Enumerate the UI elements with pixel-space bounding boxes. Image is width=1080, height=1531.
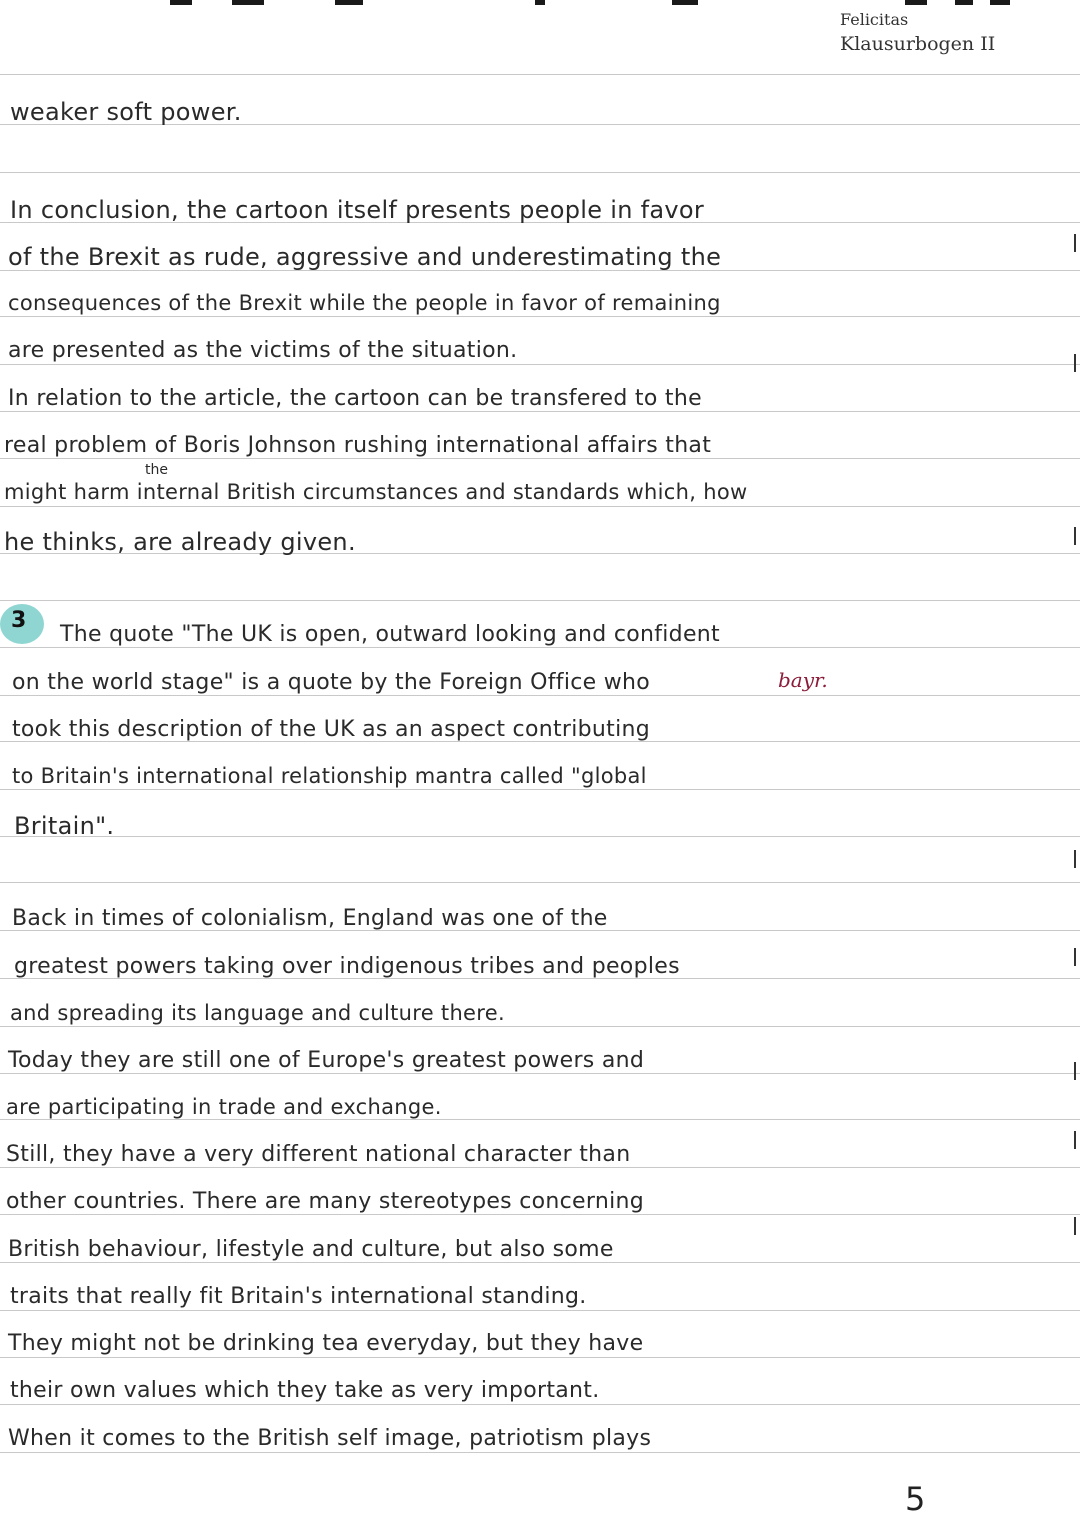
text-line: he thinks, are already given. bbox=[4, 528, 356, 556]
top-edge-mark bbox=[672, 0, 698, 5]
top-edge-mark bbox=[905, 0, 927, 5]
margin-tick bbox=[1074, 234, 1076, 252]
top-edge-mark bbox=[955, 0, 973, 5]
ruled-line bbox=[0, 647, 1080, 648]
text-line: Today they are still one of Europe's greatest powers and bbox=[8, 1048, 645, 1073]
text-line: are presented as the victims of the situation. bbox=[8, 338, 518, 363]
top-edge-mark bbox=[535, 0, 545, 5]
ruled-line bbox=[0, 789, 1080, 790]
margin-tick bbox=[1074, 1131, 1076, 1149]
text-line: on the world stage" is a quote by the Foreign Office who bbox=[12, 670, 651, 695]
text-line: traits that really fit Britain's international standing. bbox=[10, 1284, 587, 1309]
text-line: When it comes to the British self image, patriotism plays bbox=[8, 1426, 652, 1451]
text-line: Still, they have a very different national character than bbox=[6, 1142, 631, 1167]
ruled-line bbox=[0, 1357, 1080, 1358]
header-name: Felicitas bbox=[840, 10, 909, 29]
ruled-line bbox=[0, 1310, 1080, 1311]
margin-tick bbox=[1074, 527, 1076, 545]
text-line: took this description of the UK as an aspect contributing bbox=[12, 717, 650, 742]
text-line: They might not be drinking tea everyday, but they have bbox=[8, 1331, 644, 1356]
margin-tick bbox=[1074, 850, 1076, 868]
ruled-line bbox=[0, 836, 1080, 837]
ruled-line bbox=[0, 695, 1080, 696]
margin-tick bbox=[1074, 1062, 1076, 1080]
text-line: other countries. There are many stereotypes concerning bbox=[6, 1189, 644, 1214]
ruled-line bbox=[0, 882, 1080, 883]
text-line: Britain". bbox=[14, 812, 115, 840]
text-line: weaker soft power. bbox=[10, 98, 242, 126]
ruled-line bbox=[0, 1404, 1080, 1405]
text-line: In conclusion, the cartoon itself presents people in favor bbox=[10, 196, 705, 224]
text-line: to Britain's international relationship mantra called "global bbox=[12, 764, 647, 788]
top-edge-mark bbox=[990, 0, 1010, 5]
ruled-line bbox=[0, 1167, 1080, 1168]
ruled-line bbox=[0, 364, 1080, 365]
text-line: and spreading its language and culture there. bbox=[10, 1001, 505, 1025]
text-line: consequences of the Brexit while the people in favor of remaining bbox=[8, 291, 721, 315]
ruled-line bbox=[0, 1073, 1080, 1074]
text-line: might harm internal British circumstances and standards which, how bbox=[4, 480, 748, 504]
text-line: are participating in trade and exchange. bbox=[6, 1095, 442, 1119]
margin-note: bayr. bbox=[778, 668, 828, 692]
ruled-line bbox=[0, 458, 1080, 459]
text-line: greatest powers taking over indigenous tribes and peoples bbox=[14, 954, 680, 979]
text-line: In relation to the article, the cartoon can be transfered to the bbox=[8, 386, 702, 411]
text-line: real problem of Boris Johnson rushing international affairs that bbox=[4, 433, 712, 458]
ruled-line bbox=[0, 1262, 1080, 1263]
top-edge-mark bbox=[232, 0, 264, 5]
top-edge-mark bbox=[335, 0, 363, 5]
text-line: British behaviour, lifestyle and culture, but also some bbox=[8, 1237, 614, 1262]
section-number: 3 bbox=[11, 608, 27, 633]
ruled-line bbox=[0, 316, 1080, 317]
ruled-line bbox=[0, 1214, 1080, 1215]
insertion-note: the bbox=[145, 462, 168, 478]
ruled-line bbox=[0, 1119, 1080, 1120]
top-edge-mark bbox=[170, 0, 192, 5]
ruled-line bbox=[0, 1452, 1080, 1453]
ruled-line bbox=[0, 506, 1080, 507]
margin-tick bbox=[1074, 354, 1076, 372]
ruled-line bbox=[0, 74, 1080, 75]
text-line: Back in times of colonialism, England was one of the bbox=[12, 906, 608, 931]
margin-tick bbox=[1074, 948, 1076, 966]
ruled-line bbox=[0, 172, 1080, 173]
page-header bbox=[840, 8, 995, 56]
section-number-marker bbox=[0, 604, 44, 644]
margin-tick bbox=[1074, 1217, 1076, 1235]
text-line: their own values which they take as very important. bbox=[10, 1378, 600, 1403]
ruled-line bbox=[0, 600, 1080, 601]
ruled-line bbox=[0, 1026, 1080, 1027]
ruled-line bbox=[0, 411, 1080, 412]
header-label: Klausurbogen II bbox=[840, 33, 996, 55]
text-line: The quote "The UK is open, outward looking and confident bbox=[60, 622, 720, 647]
page-number: 5 bbox=[905, 1480, 926, 1518]
text-line: of the Brexit as rude, aggressive and underestimating the bbox=[8, 243, 722, 271]
